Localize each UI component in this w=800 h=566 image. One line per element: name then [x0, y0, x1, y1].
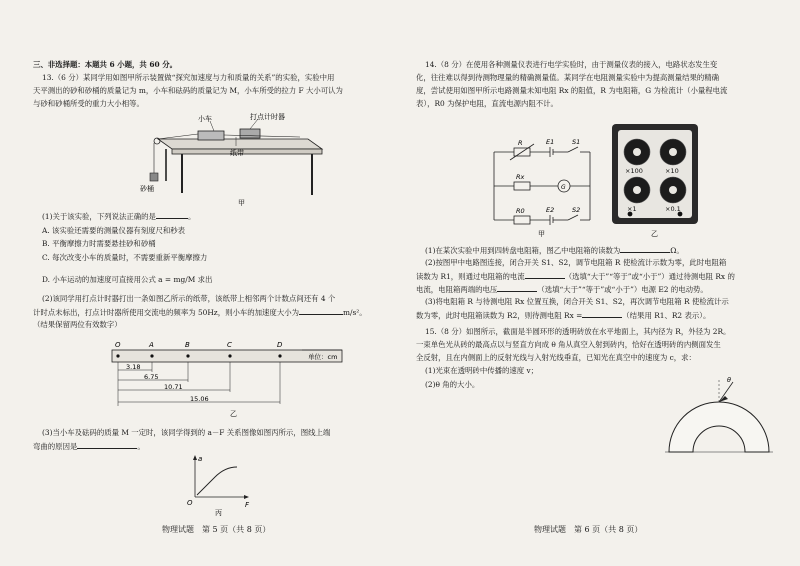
q14-part1: (1)在某次实验中用到四转盘电阻箱，图乙中电阻箱的读数为 Ω。 — [425, 246, 684, 255]
dial-x0-1: ×0.1 — [665, 205, 681, 213]
q13-intro-line1: 13.（6 分）某同学用如图甲所示装置做“探究加速度与力和质量的关系”的实验，实验中用 — [42, 73, 335, 82]
label-rx: Rx — [516, 173, 525, 181]
dist-ob: 6.75 — [144, 373, 159, 381]
q14-figure-yi-resistance-box — [610, 122, 702, 238]
caption-circuit-jia: 甲 — [538, 230, 545, 238]
dial-x100: ×100 — [625, 167, 643, 175]
label-timer: 打点计时器 — [250, 113, 285, 121]
q13-part2-line1: (2)该同学用打点计时器打出一条如图乙所示的纸带，该纸带上相邻两个计数点间还有 4 个 — [42, 294, 336, 303]
dist-oc: 10.71 — [164, 383, 183, 391]
q13-part3-line1: (3)当小车及砝码的质量 M 一定时，该同学得到的 a－F 关系图像如图丙所示，图线上端 — [42, 428, 331, 437]
label-bucket: 砂桶 — [140, 185, 154, 193]
dist-od: 15.06 — [190, 395, 209, 403]
q15-intro-line3: 全反射，且在内侧面上的反射光线与入射光线垂直，已知光在真空中的速度为 c，求： — [416, 353, 696, 362]
label-s2: S2 — [572, 206, 581, 214]
page-right — [400, 0, 800, 566]
footer-left: 物理试题 第 5 页（共 8 页） — [162, 525, 271, 534]
q13-option-a: A. 该实验还需要的测量仪器有刻度尺和秒表 — [42, 226, 186, 235]
section-title: 三、非选择题：本题共 6 小题，共 60 分。 — [33, 60, 177, 69]
q13-figure-jia — [140, 115, 330, 207]
q13-option-d: D. 小车运动的加速度可直接用公式 a = mg/M 求出 — [42, 275, 213, 284]
point-a: A — [149, 341, 154, 349]
axis-f: F — [245, 501, 250, 509]
dial-x1: ×1 — [627, 205, 637, 213]
q14-intro-line1: 14.（8 分）在使用各种测量仪表进行电学实验时，由于测量仪表的接入，电路状态发生变 — [425, 60, 718, 69]
label-theta: θ — [727, 376, 731, 384]
dist-oa: 3.18 — [126, 363, 141, 371]
q13-part2-line3: （结果保留两位有效数字） — [33, 320, 122, 329]
label-g: G — [561, 184, 566, 191]
q13-option-c: C. 每次改变小车的质量时，不需要重新平衡摩擦力 — [42, 253, 208, 262]
label-e1: E1 — [546, 138, 555, 146]
dial-x10: ×10 — [665, 167, 679, 175]
cart — [198, 131, 224, 140]
label-r0: R0 — [516, 207, 525, 215]
q14-figure-jia-circuit — [490, 138, 600, 238]
q13-option-b: B. 平衡摩擦力时需要悬挂砂和砂桶 — [42, 239, 156, 248]
q14-part2-line2: 读数为 R1，则通过电阻箱的电流 （选填“大于”“等于”或“小于”）通过待测电阻 Rx 的 — [416, 272, 735, 281]
axis-a: a — [198, 455, 203, 463]
q13-part3-line2: 弯曲的原因是 。 — [33, 442, 145, 451]
q14-part3-line1: (3)将电阻箱 R 与待测电阻 Rx 位置互换，闭合开关 S1、S2，再次调节电阻箱 R 使检流计示 — [425, 297, 729, 306]
label-car: 小车 — [198, 115, 212, 123]
q13-figure-yi — [112, 340, 362, 418]
q14-intro-line4: 表），R0 为保护电阻，直流电源内阻不计。 — [416, 99, 558, 108]
q15-sub2: (2)θ 角的大小。 — [425, 380, 480, 389]
q13-intro-line3: 与砂和砂桶所受的重力大小相等。 — [33, 99, 144, 108]
q13-part2-line2: 计时点未标出，打点计时器所使用交流电的频率为 50Hz，则小车的加速度大小为 m/s²。 — [33, 308, 367, 317]
q14-part2-line3: 电流，电阻箱两端的电压 （选填“大于”“等于”或“小于”）电源 E2 的电动势。 — [416, 285, 708, 294]
q14-intro-line3: 度，尝试使用如图甲所示电路测量未知电阻 Rx 的阻值，R 为电阻箱，G 为检流计（小量程电流 — [416, 86, 728, 95]
q14-intro-line2: 化，往往难以得到待测物理量的精确测量值。某同学在电阻测量实验中为提高测量结果的精确 — [416, 73, 720, 82]
caption-yi: 乙 — [230, 410, 237, 418]
q15-intro-line1: 15.（8 分）如图所示，截面是半圆环形的透明砖放在水平地面上，其内径为 R，外径为 2R。 — [425, 327, 731, 336]
label-s1: S1 — [572, 138, 581, 146]
q13-intro-line2: 天平测出的砂和砂桶的质量记为 m，小车和砝码的质量记为 M，小车所受的拉力 F 大小可认为 — [33, 86, 343, 95]
q13-part1: (1)关于该实验，下列说法正确的是 。 — [42, 212, 196, 221]
tape-unit: 单位：cm — [308, 353, 338, 361]
q14-part2-line1: (2)按图甲中电路图连接，闭合开关 S1、S2，调节电阻箱 R 使检流计示数为零，此时电阻箱 — [425, 258, 727, 267]
q15-figure-ring — [665, 376, 775, 456]
label-e2: E2 — [546, 206, 555, 214]
point-o: O — [115, 341, 121, 349]
label-r: R — [518, 139, 523, 147]
q14-part3-line2: 数为零，此时电阻箱读数为 R2，则待测电阻 Rx = （结果用 R1、R2 表示）。 — [416, 311, 711, 320]
caption-jia: 甲 — [238, 199, 245, 207]
point-c: C — [227, 341, 232, 349]
caption-bing: 丙 — [215, 509, 222, 517]
q15-intro-line2: 一束单色光从砖的最高点以与竖直方向成 θ 角从真空入射到砖内，恰好在透明砖的内侧面发生 — [416, 340, 721, 349]
sand-bucket — [150, 173, 158, 181]
timer — [240, 129, 260, 138]
footer-right: 物理试题 第 6 页（共 8 页） — [534, 525, 643, 534]
point-b: B — [185, 341, 190, 349]
origin-o: O — [187, 499, 193, 507]
q13-figure-bing — [185, 455, 255, 517]
caption-box-yi: 乙 — [651, 230, 658, 238]
point-d: D — [277, 341, 283, 349]
label-tape: 纸带 — [230, 149, 244, 157]
q15-sub1: (1)光束在透明砖中传播的速度 v； — [425, 366, 539, 375]
